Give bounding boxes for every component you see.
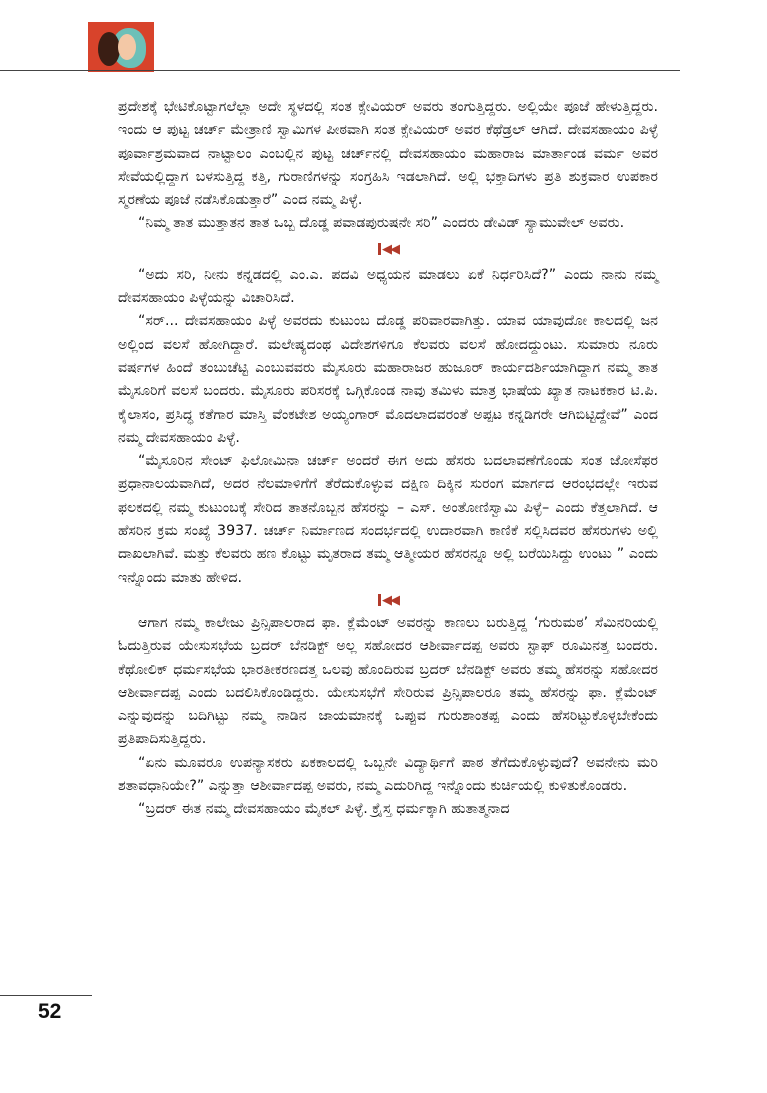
- paragraph: ಪ್ರದೇಶಕ್ಕೆ ಭೇಟಿಕೊಟ್ಟಾಗಲೆಲ್ಲಾ ಅದೇ ಸ್ಥಳದಲ್ಲಿ ಸಂತ ಕ್ಸೇವಿಯರ್ ಅವರು ತಂಗುತ್ತಿದ್ದರು. ಅಲ್ಲಿಯೇ ಪೂಜೆ ಹೇಳುತ್ತಿದ್ದರು. ಇಂದು ಆ ಪುಟ್ಟ ಚರ್ಚ್ ಮೇತ್ರಾಣಿ ಸ್ವಾಮಿಗಳ ಪೀಠವಾಗಿ ಸಂತ ಕ್ಸೇವಿಯರ್ ಅವರ ಕೆಥೆಡ್ರಲ್ ಆಗಿದೆ. ದೇವಸಹಾಯಂ ಪಿಳ್ಳೆ ಪೂರ್ವಾಶ್ರಮವಾದ ನಾಟ್ಟಾಲಂ ಎಂಬಲ್ಲಿನ ಪುಟ್ಟ ಚರ್ಚ್‌ನಲ್ಲಿ ದೇವಸಹಾಯಂ ಮಹಾರಾಜ ಮಾರ್ತಾಂಡ ವರ್ಮ ಅವರ ಸೇವೆಯಲ್ಲಿದ್ದಾಗ ಬಳಸುತ್ತಿದ್ದ ಕತ್ತಿ, ಗುರಾಣಿಗಳನ್ನು ಸಂಗ್ರಹಿಸಿ ಇಡಲಾಗಿದೆ. ಅಲ್ಲಿ ಭಕ್ತಾದಿಗಳು ಪ್ರತಿ ಶುಕ್ರವಾರ ಉಪಕಾರ ಸ್ಮರಣೆಯ ಪೂಜೆ ನಡೆಸಿಕೊಡುತ್ತಾರೆ” ಎಂದ ನಮ್ಮ ಪಿಳ್ಳೆ.: [118, 99, 658, 209]
- logo-dark-shape: [98, 32, 120, 66]
- paragraph: “ಬ್ರದರ್ ಈತ ನಮ್ಮ ದೇವಸಹಾಯಂ ಮೈಕಲ್ ಪಿಳ್ಳೆ. ಕ್ರೈಸ್ತ ಧರ್ಮಕ್ಕಾಗಿ ಹುತಾತ್ಮನಾದ: [138, 801, 510, 818]
- paragraph: “ನಿಮ್ಮ ತಾತ ಮುತ್ತಾತನ ತಾತ ಒಬ್ಬ ದೊಡ್ಡ ಪವಾಡಪುರುಷನೇ ಸರಿ” ಎಂದರು ಡೇವಿಡ್ ಸ್ಯಾಮುವೇಲ್ ಅವರು.: [138, 215, 625, 232]
- footer-rule: [0, 995, 92, 996]
- double-left-arrow-icon: ◀◀: [378, 593, 398, 608]
- double-left-arrow-icon: ◀◀: [378, 242, 398, 257]
- article-body: [118, 96, 658, 822]
- paragraph: “ಅದು ಸರಿ, ನೀನು ಕನ್ನಡದಲ್ಲಿ ಎಂ.ಎ. ಪದವಿ ಅಧ್ಯಯನ ಮಾಡಲು ಏಕೆ ನಿರ್ಧರಿಸಿದೆ?” ಎಂದು ನಾನು ನಮ್ಮ ದೇವಸಹಾಯಂ ಪಿಳ್ಳೆಯನ್ನು ವಿಚಾರಿಸಿದೆ.: [118, 266, 658, 307]
- header-rule: [0, 70, 680, 71]
- section-divider-ornament: [118, 590, 658, 612]
- paragraph: “ಮೈಸೂರಿನ ಸೇಂಟ್ ಫಿಲೋಮಿನಾ ಚರ್ಚ್ ಅಂದರೆ ಈಗ ಅದು ಹೆಸರು ಬದಲಾವಣೆಗೊಂಡು ಸಂತ ಜೋಸೆಫರ ಪ್ರಧಾನಾಲಯವಾಗಿದೆ, ಅದರ ನೆಲಮಾಳಿಗೆಗೆ ತೆರೆದುಕೊಳ್ಳುವ ದಕ್ಷಿಣ ದಿಕ್ಕಿನ ಸುರಂಗ ಮಾರ್ಗದ ಆರಂಭದಲ್ಲೇ ಇರುವ ಫಲಕದಲ್ಲಿ ನಮ್ಮ ಕುಟುಂಬಕ್ಕೆ ಸೇರಿದ ತಾತನೊಬ್ಬನ ಹೆಸರನ್ನು – ಎಸ್. ಅಂತೋಣಿಸ್ವಾಮಿ ಪಿಳ್ಳೆ– ಎಂದು ಕೆತ್ತಲಾಗಿದೆ. ಆ ಹೆಸರಿನ ಕ್ರಮ ಸಂಖ್ಯೆ 3937. ಚರ್ಚ್ ನಿರ್ಮಾಣದ ಸಂದರ್ಭದಲ್ಲಿ ಉದಾರವಾಗಿ ಕಾಣಿಕೆ ಸಲ್ಲಿಸಿದವರ ಹೆಸರುಗಳು ಅಲ್ಲಿ ದಾಖಲಾಗಿವೆ. ಮತ್ತು ಕೆಲವರು ಹಣ ಕೊಟ್ಟು ಮೃತರಾದ ತಮ್ಮ ಆತ್ಮೀಯರ ಹೆಸರನ್ನೂ ಅಲ್ಲಿ ಬರೆಯಿಸಿದ್ದು ಉಂಟು ” ಎಂದು ಇನ್ನೊಂದು ಮಾತು ಹೇಳಿದ.: [118, 453, 658, 586]
- section-divider-ornament: [118, 236, 658, 264]
- magazine-logo: [88, 22, 154, 72]
- logo-face-shape: [118, 34, 136, 60]
- paragraph: “ಏನು ಮೂವರೂ ಉಪನ್ಯಾಸಕರು ಏಕಕಾಲದಲ್ಲಿ ಒಬ್ಬನೇ ವಿದ್ಯಾರ್ಥಿಗೆ ಪಾಠ ತೆಗೆದುಕೊಳ್ಳುವುದೆ? ಅವನೇನು ಮರಿ ಶತಾವಧಾನಿಯೇ?” ಎನ್ನುತ್ತಾ ಆಶೀರ್ವಾದಪ್ಪ ಅವರು, ನಮ್ಮ ಎದುರಿಗಿದ್ದ ಇನ್ನೊಂದು ಕುರ್ಚಿಯಲ್ಲಿ ಕುಳಿತುಕೊಂಡರು.: [118, 754, 658, 795]
- paragraph: ಆಗಾಗ ನಮ್ಮ ಕಾಲೇಜು ಪ್ರಿನ್ಸಿಪಾಲರಾದ ಫಾ. ಕ್ಲೆಮೆಂಟ್ ಅವರನ್ನು ಕಾಣಲು ಬರುತ್ತಿದ್ದ ‘ಗುರುಮಠ’ ಸೆಮಿನರಿಯಲ್ಲಿ ಓದುತ್ತಿರುವ ಯೇಸುಸಭೆಯ ಬ್ರದರ್ ಬೆನಡಿಕ್ಟ್ ಅಲ್ಲ ಸಹೋದರ ಆಶೀರ್ವಾದಪ್ಪ ಅವರು ಸ್ಟಾಫ್ ರೂಮಿನತ್ತ ಬಂದರು. ಕೆಥೋಲಿಕ್ ಧರ್ಮಸಭೆಯ ಭಾರತೀಕರಣದತ್ತ ಒಲವು ಹೊಂದಿರುವ ಬ್ರದರ್ ಬೆನಡಿಕ್ಟ್ ಅವರು ತಮ್ಮ ಹೆಸರನ್ನು ಸಹೋದರ ಆಶೀರ್ವಾದಪ್ಪ ಎಂದು ಬದಲಿಸಿಕೊಂಡಿದ್ದರು. ಯೇಸುಸಭೆಗೆ ಸೇರಿರುವ ಪ್ರಿನ್ಸಿಪಾಲರೂ ತಮ್ಮ ಹೆಸರನ್ನು ಫಾ. ಕ್ಲೆಮೆಂಟ್ ಎನ್ನುವುದನ್ನು ಬದಿಗಿಟ್ಟು ನಮ್ಮ ನಾಡಿನ ಜಾಯಮಾನಕ್ಕೆ ಒಪ್ಪುವ ಗುರುಶಾಂತಪ್ಪ ಎಂದು ಹೆಸರಿಟ್ಟುಕೊಳ್ಳಬೇಕೆಂದು ಪ್ರತಿಪಾದಿಸುತ್ತಿದ್ದರು.: [118, 614, 658, 748]
- paragraph: “ಸರ್... ದೇವಸಹಾಯಂ ಪಿಳ್ಳೆ ಅವರದು ಕುಟುಂಬ ದೊಡ್ಡ ಪರಿವಾರವಾಗಿತ್ತು. ಯಾವ ಯಾವುದೋ ಕಾಲದಲ್ಲಿ ಜನ ಅಲ್ಲಿಂದ ವಲಸೆ ಹೋಗಿದ್ದಾರೆ. ಮಲೇಷ್ಯದಂಥ ವಿದೇಶಗಳಿಗೂ ಕೆಲವರು ವಲಸೆ ಹೋದದ್ದುಂಟು. ಸುಮಾರು ನೂರು ವರ್ಷಗಳ ಹಿಂದೆ ತಂಬುಚೆಟ್ಟಿ ಎಂಬುವವರು ಮೈಸೂರು ಮಹಾರಾಜರ ಹುಜೂರ್ ಕಾರ್ಯದರ್ಶಿಯಾಗಿದ್ದಾಗ ನಮ್ಮ ತಾತ ಮೈಸೂರಿಗೆ ವಲಸೆ ಬಂದರು. ಮೈಸೂರು ಪರಿಸರಕ್ಕೆ ಒಗ್ಗಿಕೊಂಡ ನಾವು ತಮಿಳು ಮಾತ್ರ ಭಾಷೆಯ ಖ್ಯಾತ ನಾಟಕಕಾರ ಟಿ.ಪಿ. ಕೈಲಾಸಂ, ಪ್ರಸಿದ್ಧ ಕತೆಗಾರ ಮಾಸ್ತಿ ವೆಂಕಟೇಶ ಅಯ್ಯಂಗಾರ್ ಮೊದಲಾದವರಂತೆ ಅಪ್ಪಟ ಕನ್ನಡಿಗರೇ ಆಗಿಬಿಟ್ಟಿದ್ದೇವೆ” ಎಂದ ನಮ್ಮ ದೇವಸಹಾಯಂ ಪಿಳ್ಳೆ.: [118, 313, 658, 446]
- page-number: 52: [38, 1000, 62, 1023]
